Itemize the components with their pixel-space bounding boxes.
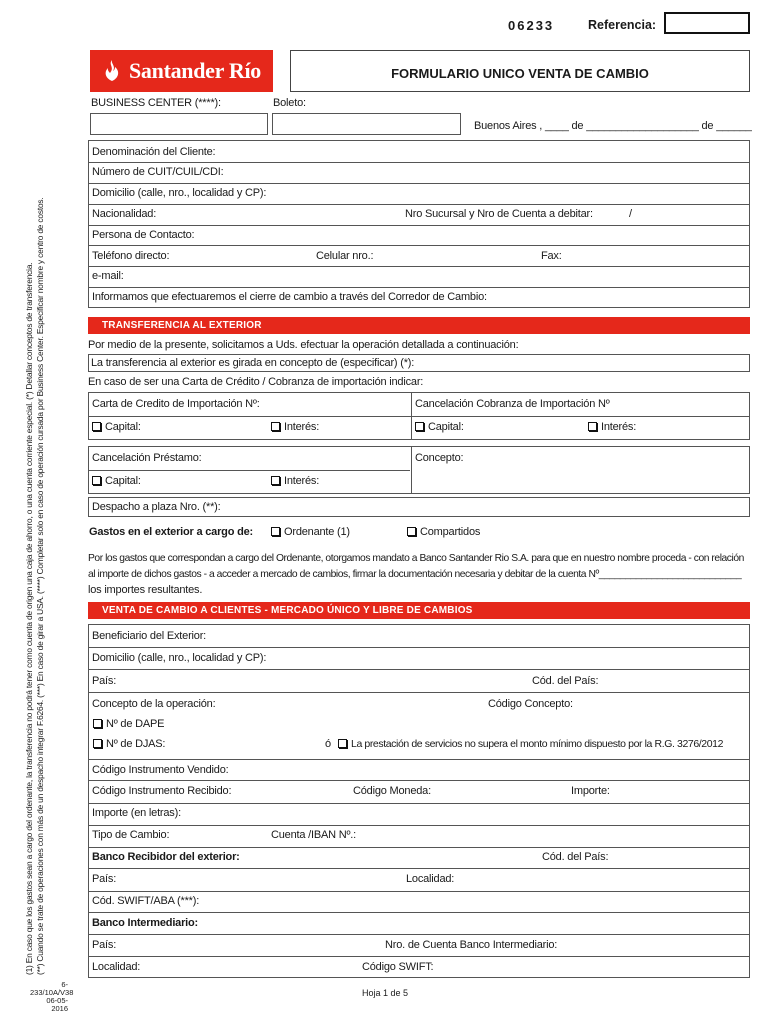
reference-label: Referencia:: [588, 18, 657, 32]
checkbox-icon: [93, 739, 102, 748]
concepto-transferencia-label: La transferencia al exterior es girada en concepto de (especificar) (*):: [91, 357, 415, 369]
side-note-line-1: (1) En caso que los gastos sean a cargo del ordenante, la transferencia no podrá tener como cuenta de origen una caja de ahorro, o una cuenta corriente especial. (*) Detallar conceptos de transferencia.: [24, 262, 34, 975]
reference-field[interactable]: [664, 12, 750, 34]
intermediario-localidad-field[interactable]: Localidad:: [92, 961, 141, 973]
o-connector: ó: [325, 738, 331, 750]
compartidos-checkbox[interactable]: [407, 526, 480, 538]
beneficiario-pais-field[interactable]: País:: [92, 675, 117, 687]
carta-interes-checkbox[interactable]: [271, 421, 319, 433]
transferencia-intro: Por medio de la presente, solicitamos a Uds. efectuar la operación detallada a continuación:: [88, 339, 519, 351]
page-number: Hoja 1 de 5: [361, 988, 409, 998]
tipo-cambio-field[interactable]: Tipo de Cambio:: [92, 829, 170, 841]
recibidor-pais-field[interactable]: País:: [92, 873, 117, 885]
banco-recibidor-label[interactable]: Banco Recibidor del exterior:: [92, 851, 240, 863]
dape-checkbox[interactable]: [93, 718, 164, 730]
boleto-input[interactable]: [272, 113, 461, 135]
side-notes: [24, 175, 46, 975]
venta-section-header: VENTA DE CAMBIO A CLIENTES - MERCADO ÚNICO Y LIBRE DE CAMBIOS: [88, 602, 750, 619]
compartidos-label: Compartidos: [420, 526, 481, 538]
checkbox-icon: [338, 739, 347, 748]
intermediario-swift-field[interactable]: Código SWIFT:: [362, 961, 434, 973]
cobranza-capital-checkbox[interactable]: [415, 421, 464, 433]
checkbox-icon: [407, 527, 416, 536]
checkbox-icon: [92, 476, 101, 485]
beneficiario-cod-pais-field[interactable]: Cód. del País:: [532, 675, 599, 687]
prestacion-label: La prestación de servicios no supera el monto mínimo dispuesto por la R.G. 3276/2012: [351, 738, 724, 750]
boleto-label: Boleto:: [273, 97, 306, 109]
interes-label: Interés:: [284, 475, 320, 487]
cuit-field[interactable]: Número de CUIT/CUIL/CDI:: [92, 166, 224, 178]
despacho-label: Despacho a plaza Nro. (**):: [92, 501, 221, 513]
capital-label: Capital:: [105, 475, 141, 487]
capital-label: Capital:: [428, 421, 464, 433]
djas-label: Nº de DJAS:: [106, 738, 166, 750]
cobranza-interes-checkbox[interactable]: [588, 421, 636, 433]
codigo-moneda-field[interactable]: Código Moneda:: [353, 785, 431, 797]
checkbox-icon: [93, 719, 102, 728]
form-title: FORMULARIO UNICO VENTA DE CAMBIO: [391, 66, 649, 81]
fax-field[interactable]: Fax:: [541, 250, 562, 262]
dape-label: Nº de DAPE: [106, 718, 165, 730]
ordenante-label: Ordenante (1): [284, 526, 350, 538]
intermediario-pais-field[interactable]: País:: [92, 939, 117, 951]
side-note-line-2: (**) Cuando se trate de operaciones con más de un despacho integrar F.6264. (***) En caso de girar a USA. (****) Completar solo en caso de operación cursada por Business Center. Especificar nombre y centro de costos.: [35, 197, 45, 975]
beneficiario-field[interactable]: Beneficiario del Exterior:: [92, 630, 207, 642]
interes-label: Interés:: [284, 421, 320, 433]
bank-name: Santander Río: [129, 58, 261, 83]
prestacion-checkbox[interactable]: [338, 738, 723, 750]
contacto-field[interactable]: Persona de Contacto:: [92, 229, 195, 241]
prestamo-interes-checkbox[interactable]: [271, 475, 319, 487]
carta-capital-checkbox[interactable]: [92, 421, 141, 433]
checkbox-icon: [271, 422, 280, 431]
recibidor-localidad-field[interactable]: Localidad:: [406, 873, 455, 885]
santander-logo: [90, 50, 273, 92]
sucursal-separator: /: [629, 208, 632, 220]
mandato-line-1: Por los gastos que correspondan a cargo del Ordenante, otorgamos mandato a Banco Santander Rio S.A. para que en nuestro nombre proceda - con relación: [88, 553, 744, 564]
transferencia-section-header: TRANSFERENCIA AL EXTERIOR: [88, 317, 750, 334]
checkbox-icon: [271, 476, 280, 485]
interes-label: Interés:: [601, 421, 637, 433]
form-date: 06-05-2016: [46, 996, 68, 1013]
checkbox-icon: [415, 422, 424, 431]
prestamo-field[interactable]: Cancelación Préstamo:: [92, 452, 202, 464]
carta-credito-field[interactable]: Carta de Credito de Importación Nº:: [92, 398, 260, 410]
gastos-label: Gastos en el exterior a cargo de:: [89, 526, 253, 538]
cuenta-iban-field[interactable]: Cuenta /IBAN Nº.:: [271, 829, 356, 841]
instrumento-vendido-field[interactable]: Código Instrumento Vendido:: [92, 764, 229, 776]
carta-credito-instruction: En caso de ser una Carta de Crédito / Cobranza de importación indicar:: [88, 376, 424, 388]
sucursal-field[interactable]: Nro Sucursal y Nro de Cuenta a debitar:: [405, 208, 593, 220]
form-code-number: 06233: [508, 18, 555, 33]
recibidor-cod-pais-field[interactable]: Cód. del País:: [542, 851, 609, 863]
business-center-input[interactable]: [90, 113, 268, 135]
checkbox-icon: [588, 422, 597, 431]
capital-label: Capital:: [105, 421, 141, 433]
checkbox-icon: [271, 527, 280, 536]
banco-intermediario-label[interactable]: Banco Intermediario:: [92, 917, 199, 929]
denominacion-field[interactable]: Denominación del Cliente:: [92, 146, 216, 158]
mandato-line-2[interactable]: al importe de dichos gastos - a acceder a mercado de cambios, firmar la documentación necesaria y debitar de la cuenta Nº___________________________: [88, 569, 742, 580]
form-code-ref: 6-233/10A/V38: [30, 980, 74, 997]
telefono-field[interactable]: Teléfono directo:: [92, 250, 170, 262]
intermediario-cuenta-field[interactable]: Nro. de Cuenta Banco Intermediario:: [385, 939, 558, 951]
email-field[interactable]: e-mail:: [92, 270, 124, 282]
swift-aba-field[interactable]: Cód. SWIFT/ABA (***):: [92, 895, 200, 907]
importe-letras-field[interactable]: Importe (en letras):: [92, 807, 181, 819]
prestamo-capital-checkbox[interactable]: [92, 475, 141, 487]
flame-icon: [102, 59, 122, 83]
date-line[interactable]: Buenos Aires , ____ de ___________________ de ______: [474, 120, 752, 132]
form-title-box: [290, 50, 750, 92]
instrumento-recibido-field[interactable]: Código Instrumento Recibido:: [92, 785, 232, 797]
ordenante-checkbox[interactable]: [271, 526, 350, 538]
djas-checkbox[interactable]: [93, 738, 165, 750]
celular-field[interactable]: Celular nro.:: [316, 250, 374, 262]
domicilio-field[interactable]: Domicilio (calle, nro., localidad y CP):: [92, 187, 267, 199]
mandato-line-3: los importes resultantes.: [88, 584, 203, 596]
concepto-field[interactable]: Concepto:: [415, 452, 464, 464]
cobranza-field[interactable]: Cancelación Cobranza de Importación Nº: [415, 398, 610, 410]
corredor-field[interactable]: Informamos que efectuaremos el cierre de cambio a través del Corredor de Cambio:: [92, 291, 487, 303]
codigo-concepto-field[interactable]: Código Concepto:: [488, 698, 573, 710]
beneficiario-domicilio-field[interactable]: Domicilio (calle, nro., localidad y CP):: [92, 652, 267, 664]
nacionalidad-field[interactable]: Nacionalidad:: [92, 208, 157, 220]
importe-field[interactable]: Importe:: [571, 785, 610, 797]
concepto-operacion-field[interactable]: Concepto de la operación:: [92, 698, 216, 710]
business-center-label: BUSINESS CENTER (****):: [91, 97, 221, 109]
checkbox-icon: [92, 422, 101, 431]
